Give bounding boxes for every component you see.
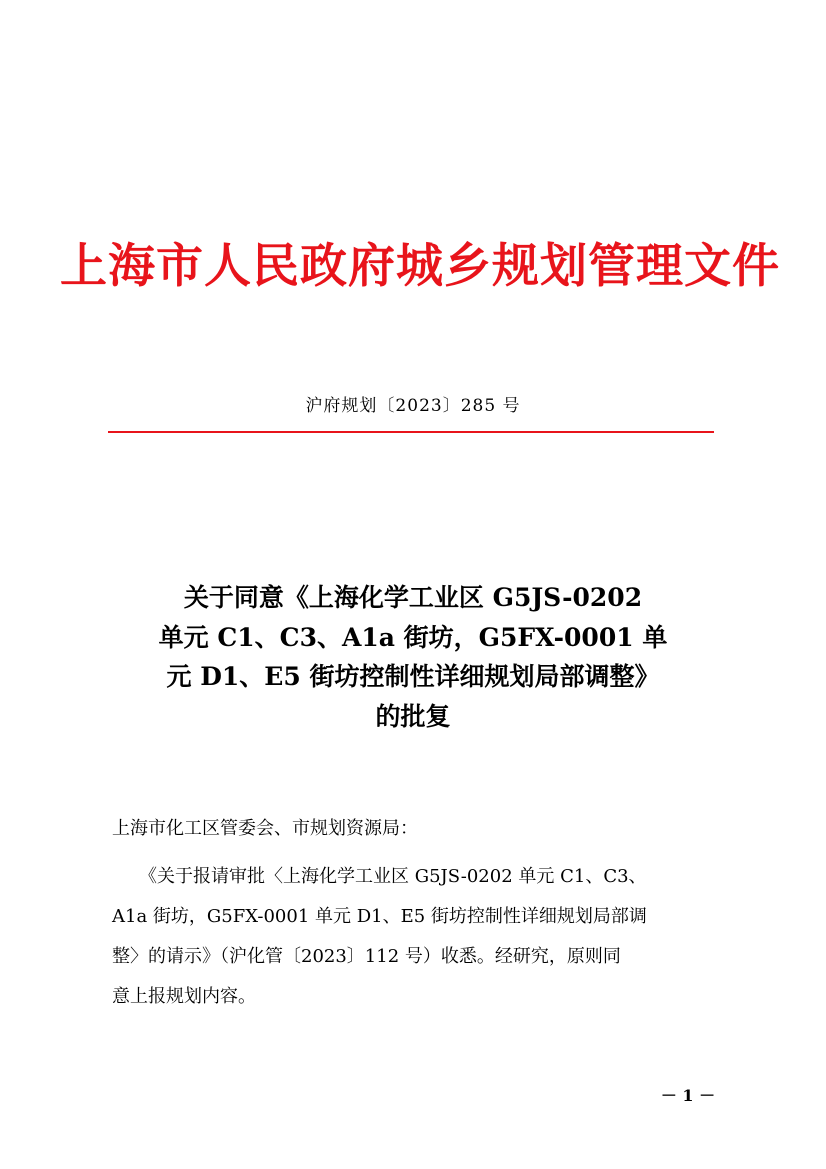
masthead-title: 上海市人民政府城乡规划管理文件: [60, 239, 780, 294]
title-line-1: 关于同意《上海化学工业区 G5JS-0202: [183, 583, 643, 612]
body-line-1: 《关于报请审批〈上海化学工业区 G5JS-0202 单元 C1、C3、: [112, 866, 647, 887]
body-line-4: 意上报规划内容。: [112, 986, 256, 1007]
page-number: － 1 －: [660, 1086, 716, 1105]
document-title: [100, 578, 726, 736]
title-line-2: 单元 C1、C3、A1a 街坊，G5FX-0001 单: [158, 622, 668, 652]
body-line-2: A1a 街坊，G5FX-0001 单元 D1、E5 街坊控制性详细规划局部调: [112, 906, 647, 927]
addressee: 上海市化工区管委会、市规划资源局：: [112, 818, 418, 839]
red-divider-line: [108, 431, 714, 433]
title-line-3: 元 D1、E5 街坊控制性详细规划局部调整》: [166, 662, 660, 691]
title-line-4: 的批复: [375, 701, 451, 731]
body-line-3: 整〉的请示》（沪化管〔2023〕112 号）收悉。经研究，原则同: [112, 946, 621, 967]
document-number: 沪府规划〔2023〕285 号: [305, 396, 521, 416]
